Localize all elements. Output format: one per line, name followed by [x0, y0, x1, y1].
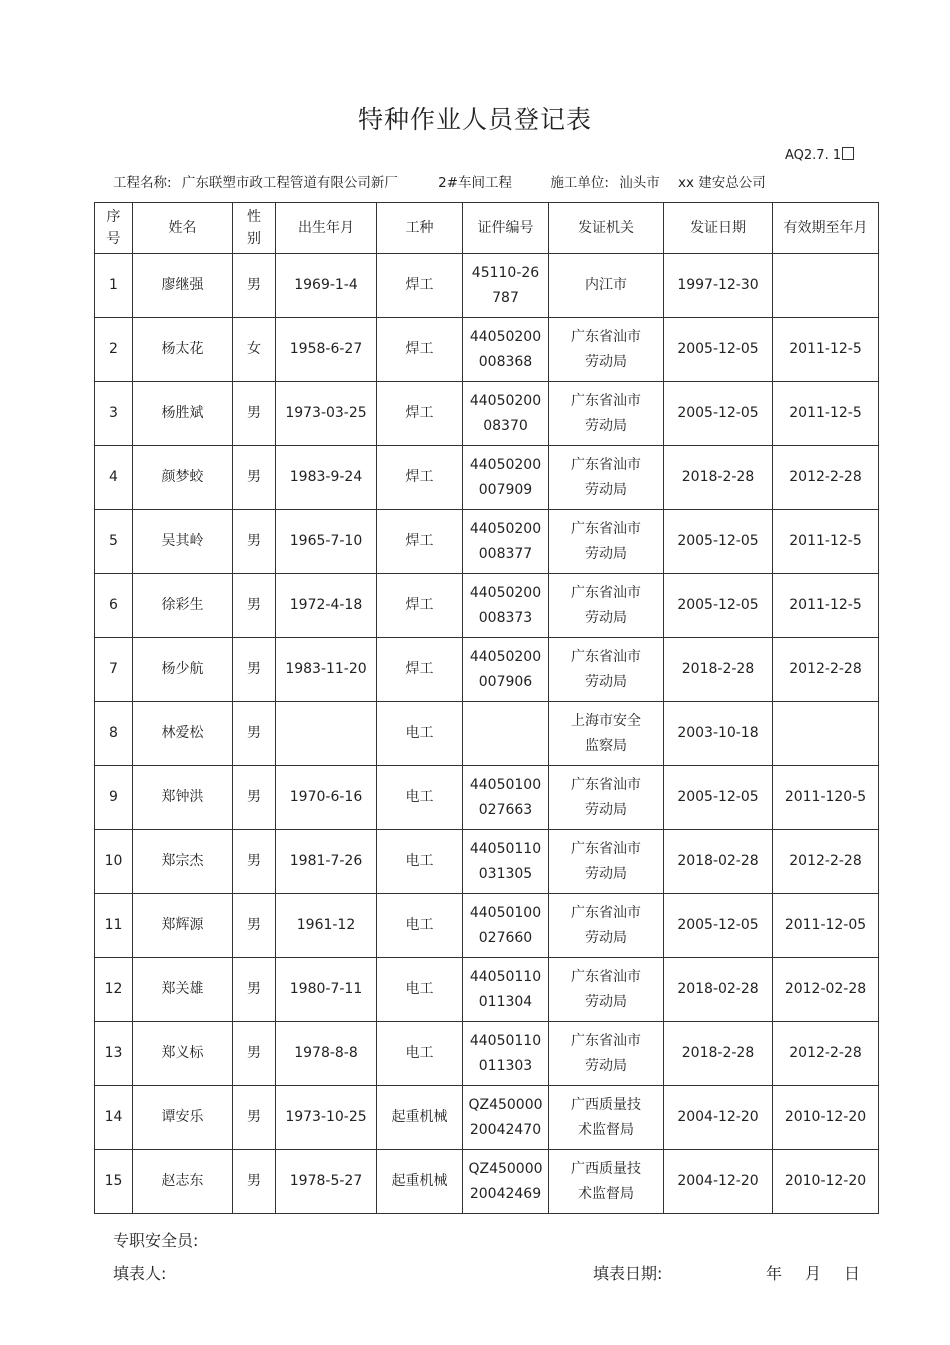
safety-officer-label: 专职安全员: [113, 1231, 199, 1250]
table-row [95, 510, 879, 574]
col-header-trade: 工种 [377, 203, 463, 254]
construction-unit-name: xx 建安总公司 [678, 175, 766, 191]
day-label: 日 [844, 1264, 861, 1283]
cell-issue-date: 2018-02-28 [664, 830, 773, 894]
cell-issue-date: 2005-12-05 [664, 510, 773, 574]
cell-trade: 电工 [377, 766, 463, 830]
col-header-index: 序 号 [95, 203, 133, 254]
cell-issuer: 广东省汕市 劳动局 [549, 510, 664, 574]
cell-gender: 男 [233, 1022, 276, 1086]
page-title: 特种作业人员登记表 [357, 105, 592, 134]
cell-expiry: 2010-12-20 [773, 1086, 879, 1150]
cell-expiry: 2011-12-05 [773, 894, 879, 958]
cell-index: 4 [95, 446, 133, 510]
cell-issue-date: 1997-12-30 [664, 254, 773, 318]
cell-index: 6 [95, 574, 133, 638]
cell-expiry: 2011-12-5 [773, 510, 879, 574]
cell-birth: 1978-8-8 [276, 1022, 377, 1086]
cell-trade: 电工 [377, 1022, 463, 1086]
cell-cert-no: 44050200 08370 [463, 382, 549, 446]
cell-birth: 1972-4-18 [276, 574, 377, 638]
table-row [95, 446, 879, 510]
cell-cert-no: 44050200 008373 [463, 574, 549, 638]
cell-cert-no: QZ450000 20042470 [463, 1086, 549, 1150]
table-header-row [95, 203, 879, 254]
fill-date-label: 填表日期: [593, 1264, 663, 1283]
cell-gender: 男 [233, 894, 276, 958]
personnel-table [94, 202, 879, 1214]
table-row [95, 318, 879, 382]
form-code-text: AQ2.7. 1 [785, 148, 842, 163]
cell-issue-date: 2005-12-05 [664, 382, 773, 446]
cell-trade: 焊工 [377, 510, 463, 574]
cell-gender: 男 [233, 510, 276, 574]
cell-expiry: 2012-2-28 [773, 1022, 879, 1086]
cell-issuer: 广东省汕市 劳动局 [549, 1022, 664, 1086]
col-header-cert-no: 证件编号 [463, 203, 549, 254]
cell-issue-date: 2018-2-28 [664, 446, 773, 510]
cell-gender: 男 [233, 382, 276, 446]
cell-expiry: 2012-2-28 [773, 638, 879, 702]
cell-trade: 焊工 [377, 638, 463, 702]
cell-trade: 电工 [377, 958, 463, 1022]
col-header-birth: 出生年月 [276, 203, 377, 254]
cell-trade: 焊工 [377, 318, 463, 382]
table-row [95, 830, 879, 894]
cell-gender: 男 [233, 958, 276, 1022]
cell-gender: 男 [233, 702, 276, 766]
cell-cert-no: 44050110 011304 [463, 958, 549, 1022]
cell-index: 11 [95, 894, 133, 958]
cell-gender: 男 [233, 1086, 276, 1150]
form-code [785, 147, 854, 163]
cell-expiry: 2012-2-28 [773, 446, 879, 510]
cell-expiry: 2011-12-5 [773, 318, 879, 382]
cell-gender: 男 [233, 574, 276, 638]
cell-cert-no: 44050100 027660 [463, 894, 549, 958]
cell-expiry: 2011-120-5 [773, 766, 879, 830]
cell-expiry: 2012-2-28 [773, 830, 879, 894]
cell-issuer: 广东省汕市 劳动局 [549, 958, 664, 1022]
cell-trade: 焊工 [377, 574, 463, 638]
cell-index: 12 [95, 958, 133, 1022]
cell-cert-no: 44050200 008368 [463, 318, 549, 382]
cell-issue-date: 2005-12-05 [664, 894, 773, 958]
cell-birth: 1981-7-26 [276, 830, 377, 894]
table-row [95, 574, 879, 638]
cell-birth: 1978-5-27 [276, 1150, 377, 1214]
cell-issue-date: 2004-12-20 [664, 1086, 773, 1150]
cell-name: 赵志东 [133, 1150, 233, 1214]
table-row [95, 382, 879, 446]
cell-issue-date: 2003-10-18 [664, 702, 773, 766]
cell-name: 廖继强 [133, 254, 233, 318]
cell-name: 郑辉源 [133, 894, 233, 958]
table-row [95, 1022, 879, 1086]
table-row [95, 766, 879, 830]
cell-birth: 1969-1-4 [276, 254, 377, 318]
cell-gender: 女 [233, 318, 276, 382]
cell-expiry [773, 254, 879, 318]
cell-cert-no: QZ450000 20042469 [463, 1150, 549, 1214]
cell-name: 杨太花 [133, 318, 233, 382]
cell-issuer: 广西质量技 术监督局 [549, 1086, 664, 1150]
project-name-value: 广东联塑市政工程管道有限公司新厂 [181, 175, 398, 191]
table-row [95, 958, 879, 1022]
cell-expiry [773, 702, 879, 766]
cell-issuer: 广东省汕市 劳动局 [549, 894, 664, 958]
cell-trade: 焊工 [377, 446, 463, 510]
cell-index: 10 [95, 830, 133, 894]
cell-gender: 男 [233, 830, 276, 894]
col-header-issuer: 发证机关 [549, 203, 664, 254]
cell-name: 颜梦蛟 [133, 446, 233, 510]
cell-index: 15 [95, 1150, 133, 1214]
month-label: 月 [805, 1264, 822, 1283]
cell-issue-date: 2005-12-05 [664, 766, 773, 830]
cell-gender: 男 [233, 638, 276, 702]
cell-trade: 电工 [377, 894, 463, 958]
filler-label: 填表人: [113, 1264, 167, 1283]
col-header-expiry: 有效期至年月 [773, 203, 879, 254]
cell-expiry: 2011-12-5 [773, 382, 879, 446]
cell-cert-no: 44050200 007909 [463, 446, 549, 510]
cell-gender: 男 [233, 446, 276, 510]
construction-unit-label: 施工单位: [550, 175, 609, 191]
cell-issue-date: 2018-2-28 [664, 1022, 773, 1086]
cell-trade: 焊工 [377, 382, 463, 446]
table-row [95, 638, 879, 702]
cell-birth: 1973-03-25 [276, 382, 377, 446]
table-row [95, 1150, 879, 1214]
cell-gender: 男 [233, 254, 276, 318]
cell-trade: 电工 [377, 702, 463, 766]
cell-issuer: 广西质量技 术监督局 [549, 1150, 664, 1214]
cell-index: 2 [95, 318, 133, 382]
project-info [113, 171, 766, 191]
cell-issuer: 广东省汕市 劳动局 [549, 830, 664, 894]
table-row [95, 1086, 879, 1150]
col-header-gender: 性 别 [233, 203, 276, 254]
cell-cert-no: 44050110 011303 [463, 1022, 549, 1086]
cell-index: 9 [95, 766, 133, 830]
cell-name: 吴其岭 [133, 510, 233, 574]
cell-cert-no: 44050200 007906 [463, 638, 549, 702]
cell-birth: 1961-12 [276, 894, 377, 958]
cell-name: 郑关雄 [133, 958, 233, 1022]
cell-issuer: 上海市安全 监察局 [549, 702, 664, 766]
cell-name: 杨胜斌 [133, 382, 233, 446]
table-row [95, 894, 879, 958]
cell-issuer: 广东省汕市 劳动局 [549, 638, 664, 702]
cell-birth: 1965-7-10 [276, 510, 377, 574]
cell-index: 14 [95, 1086, 133, 1150]
cell-name: 林爱松 [133, 702, 233, 766]
cell-issuer: 广东省汕市 劳动局 [549, 382, 664, 446]
cell-cert-no: 44050110 031305 [463, 830, 549, 894]
cell-issuer: 广东省汕市 劳动局 [549, 766, 664, 830]
cell-birth: 1983-9-24 [276, 446, 377, 510]
cell-birth: 1980-7-11 [276, 958, 377, 1022]
cell-index: 8 [95, 702, 133, 766]
cell-name: 徐彩生 [133, 574, 233, 638]
cell-cert-no: 45110-26 787 [463, 254, 549, 318]
construction-unit-city: 汕头市 [619, 175, 660, 191]
project-workshop: 2#车间工程 [438, 175, 513, 191]
cell-issuer: 广东省汕市 劳动局 [549, 574, 664, 638]
cell-issuer: 内江市 [549, 254, 664, 318]
cell-expiry: 2011-12-5 [773, 574, 879, 638]
cell-issue-date: 2004-12-20 [664, 1150, 773, 1214]
cell-issuer: 广东省汕市 劳动局 [549, 318, 664, 382]
cell-index: 13 [95, 1022, 133, 1086]
cell-issue-date: 2005-12-05 [664, 574, 773, 638]
cell-name: 郑钟洪 [133, 766, 233, 830]
cell-cert-no: 44050100 027663 [463, 766, 549, 830]
table-row [95, 254, 879, 318]
cell-expiry: 2010-12-20 [773, 1150, 879, 1214]
cell-trade: 起重机械 [377, 1150, 463, 1214]
cell-trade: 焊工 [377, 254, 463, 318]
cell-cert-no: 44050200 008377 [463, 510, 549, 574]
cell-expiry: 2012-02-28 [773, 958, 879, 1022]
cell-name: 郑义标 [133, 1022, 233, 1086]
cell-index: 5 [95, 510, 133, 574]
cell-birth: 1970-6-16 [276, 766, 377, 830]
year-label: 年 [766, 1264, 783, 1283]
table-row [95, 702, 879, 766]
cell-gender: 男 [233, 1150, 276, 1214]
cell-cert-no [463, 702, 549, 766]
cell-birth: 1983-11-20 [276, 638, 377, 702]
cell-issue-date: 2018-2-28 [664, 638, 773, 702]
cell-name: 杨少航 [133, 638, 233, 702]
col-header-issue-date: 发证日期 [664, 203, 773, 254]
cell-issue-date: 2018-02-28 [664, 958, 773, 1022]
cell-birth [276, 702, 377, 766]
cell-birth: 1958-6-27 [276, 318, 377, 382]
cell-trade: 电工 [377, 830, 463, 894]
cell-issuer: 广东省汕市 劳动局 [549, 446, 664, 510]
cell-issue-date: 2005-12-05 [664, 318, 773, 382]
cell-name: 谭安乐 [133, 1086, 233, 1150]
cell-name: 郑宗杰 [133, 830, 233, 894]
cell-birth: 1973-10-25 [276, 1086, 377, 1150]
cell-index: 7 [95, 638, 133, 702]
col-header-name: 姓名 [133, 203, 233, 254]
project-name-label: 工程名称: [113, 175, 172, 191]
cell-trade: 起重机械 [377, 1086, 463, 1150]
cell-gender: 男 [233, 766, 276, 830]
cell-index: 3 [95, 382, 133, 446]
cell-index: 1 [95, 254, 133, 318]
checkbox-icon [842, 147, 854, 160]
